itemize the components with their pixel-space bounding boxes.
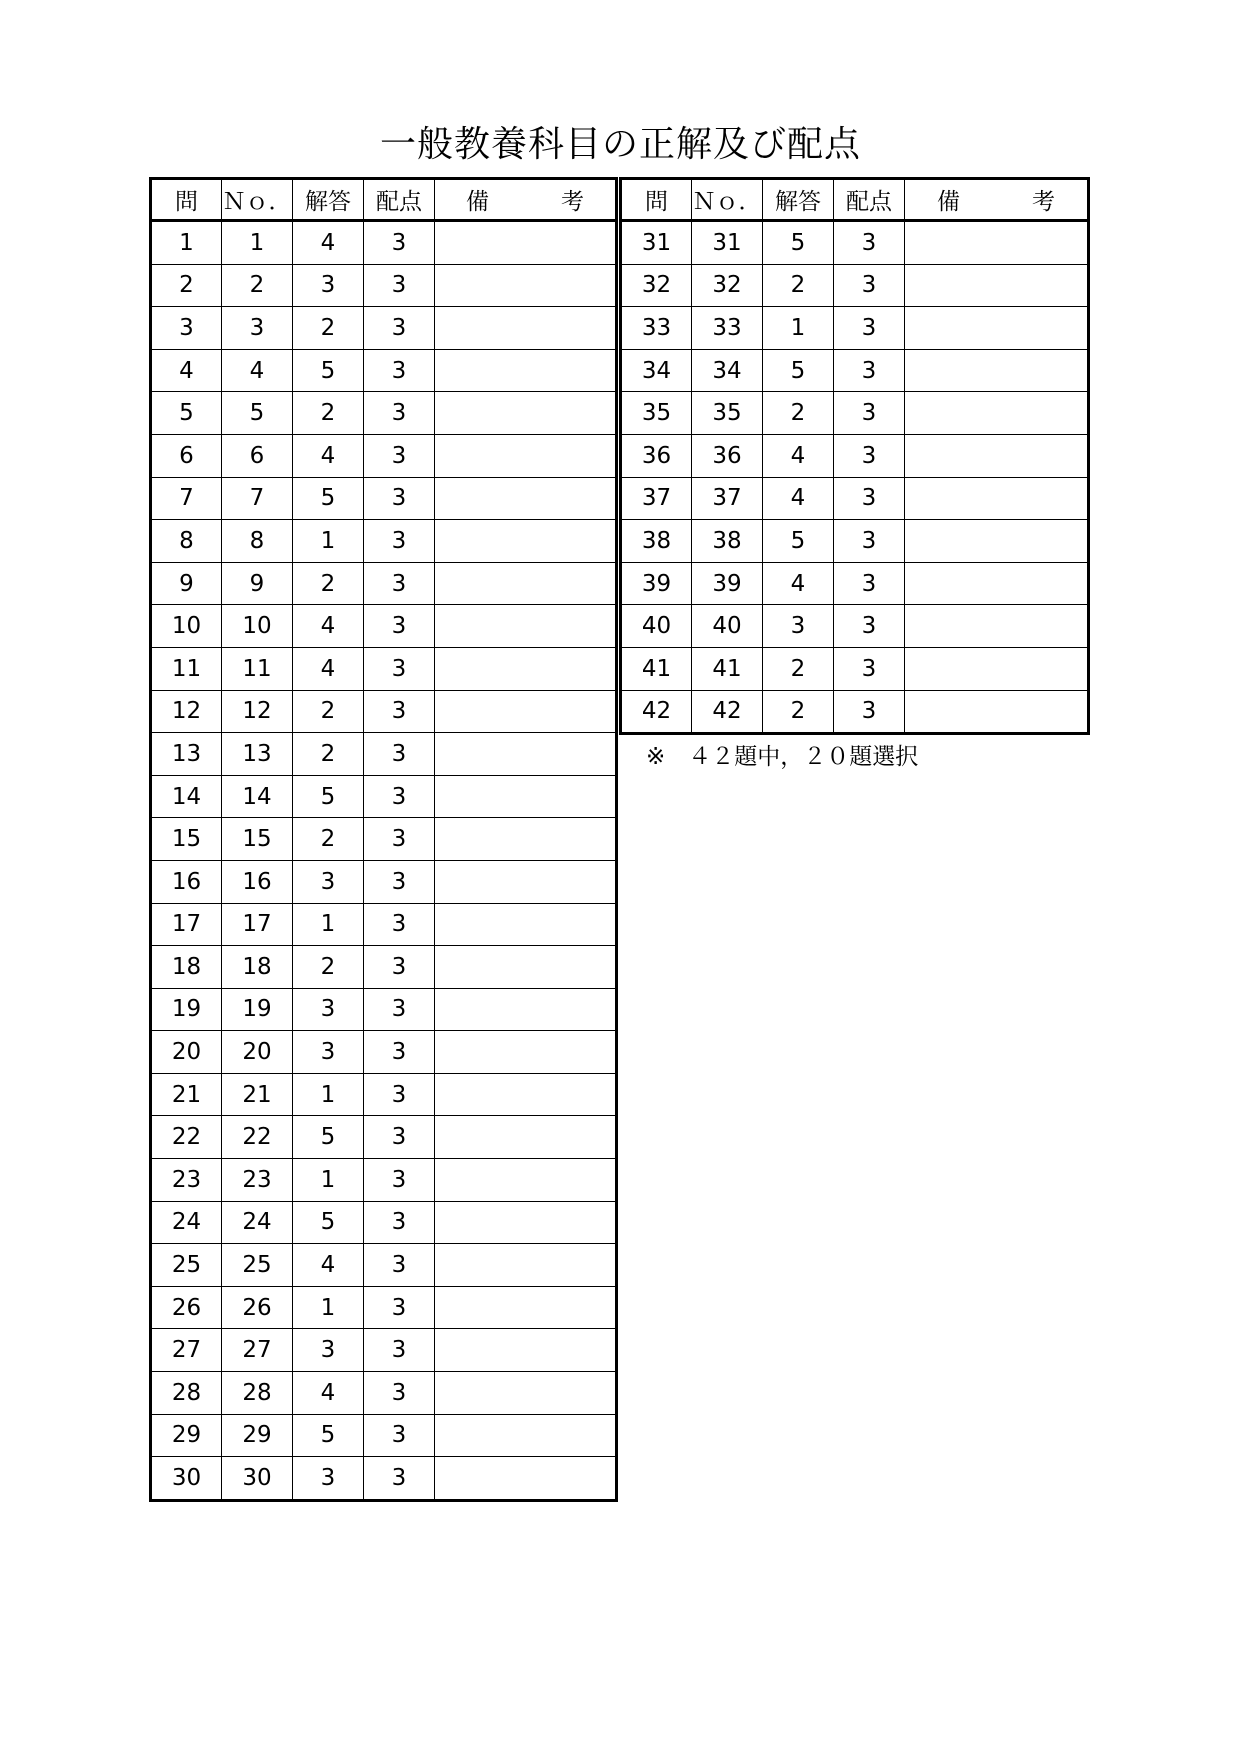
answer-cell: 4 [293, 434, 364, 477]
number-cell: 21 [222, 1073, 293, 1116]
points-cell: 3 [834, 434, 905, 477]
number-cell: 5 [222, 392, 293, 435]
header-number: Ｎｏ． [692, 179, 763, 221]
table-row [621, 605, 1089, 648]
answer-table-right [619, 177, 1090, 735]
remarks-cell [905, 264, 1089, 307]
remarks-cell [905, 307, 1089, 350]
answer-table-left [149, 177, 618, 1502]
table-row [151, 349, 617, 392]
answer-cell: 5 [293, 1201, 364, 1244]
points-cell: 3 [834, 221, 905, 265]
table-row [151, 775, 617, 818]
table-row [151, 1372, 617, 1415]
question-cell: 3 [151, 307, 222, 350]
number-cell: 35 [692, 392, 763, 435]
table-row [151, 1244, 617, 1287]
header-remarks [905, 179, 1089, 221]
number-cell: 40 [692, 605, 763, 648]
number-cell: 22 [222, 1116, 293, 1159]
remarks-cell [905, 520, 1089, 563]
table-row [151, 818, 617, 861]
answer-cell: 3 [293, 860, 364, 903]
table-row [151, 733, 617, 776]
answer-cell: 3 [293, 1457, 364, 1501]
answer-cell: 5 [293, 775, 364, 818]
question-cell: 32 [621, 264, 692, 307]
points-cell: 3 [364, 264, 435, 307]
question-cell: 19 [151, 988, 222, 1031]
question-cell: 7 [151, 477, 222, 520]
points-cell: 3 [364, 1031, 435, 1074]
number-cell: 26 [222, 1286, 293, 1329]
remarks-cell [435, 520, 617, 563]
points-cell: 3 [834, 264, 905, 307]
number-cell: 18 [222, 946, 293, 989]
remarks-cell [435, 349, 617, 392]
number-cell: 4 [222, 349, 293, 392]
question-cell: 40 [621, 605, 692, 648]
number-cell: 16 [222, 860, 293, 903]
table-row [621, 562, 1089, 605]
answer-cell: 2 [293, 392, 364, 435]
question-cell: 25 [151, 1244, 222, 1287]
question-cell: 17 [151, 903, 222, 946]
remarks-cell [905, 562, 1089, 605]
header-question: 問 [151, 179, 222, 221]
remarks-cell [435, 903, 617, 946]
table-row [151, 860, 617, 903]
remarks-cell [435, 562, 617, 605]
remarks-cell [435, 264, 617, 307]
points-cell: 3 [364, 1329, 435, 1372]
number-cell: 24 [222, 1201, 293, 1244]
question-cell: 13 [151, 733, 222, 776]
table-row [151, 1201, 617, 1244]
points-cell: 3 [834, 605, 905, 648]
question-cell: 29 [151, 1414, 222, 1457]
table-row [621, 477, 1089, 520]
points-cell: 3 [364, 1159, 435, 1202]
points-cell: 3 [364, 349, 435, 392]
number-cell: 41 [692, 647, 763, 690]
remarks-cell [435, 647, 617, 690]
question-cell: 31 [621, 221, 692, 265]
answer-cell: 2 [763, 264, 834, 307]
number-cell: 30 [222, 1457, 293, 1501]
points-cell: 3 [834, 690, 905, 734]
answer-cell: 1 [763, 307, 834, 350]
points-cell: 3 [364, 1244, 435, 1287]
table-row [151, 1457, 617, 1501]
table-row [151, 264, 617, 307]
number-cell: 19 [222, 988, 293, 1031]
question-cell: 10 [151, 605, 222, 648]
remarks-cell [435, 1073, 617, 1116]
answer-cell: 5 [293, 349, 364, 392]
points-cell: 3 [834, 477, 905, 520]
table-row [151, 988, 617, 1031]
remarks-cell [435, 1286, 617, 1329]
header-points: 配点 [834, 179, 905, 221]
remarks-cell [435, 434, 617, 477]
points-cell: 3 [834, 392, 905, 435]
question-cell: 8 [151, 520, 222, 563]
points-cell: 3 [364, 690, 435, 733]
remarks-cell [435, 605, 617, 648]
answer-cell: 4 [763, 477, 834, 520]
answer-cell: 2 [293, 733, 364, 776]
question-cell: 27 [151, 1329, 222, 1372]
answer-cell: 5 [293, 1414, 364, 1457]
table-row [151, 1329, 617, 1372]
points-cell: 3 [834, 562, 905, 605]
number-cell: 11 [222, 647, 293, 690]
number-cell: 42 [692, 690, 763, 734]
remarks-cell [435, 392, 617, 435]
points-cell: 3 [364, 988, 435, 1031]
answer-cell: 2 [763, 392, 834, 435]
header-row [151, 179, 617, 221]
table-row [151, 520, 617, 563]
remarks-cell [905, 392, 1089, 435]
table-row [151, 221, 617, 265]
table-row [151, 647, 617, 690]
answer-cell: 4 [293, 647, 364, 690]
points-cell: 3 [834, 647, 905, 690]
number-cell: 27 [222, 1329, 293, 1372]
number-cell: 37 [692, 477, 763, 520]
points-cell: 3 [364, 946, 435, 989]
answer-cell: 3 [293, 1031, 364, 1074]
number-cell: 28 [222, 1372, 293, 1415]
points-cell: 3 [364, 647, 435, 690]
remarks-cell [435, 988, 617, 1031]
answer-cell: 2 [293, 818, 364, 861]
number-cell: 32 [692, 264, 763, 307]
answer-cell: 1 [293, 903, 364, 946]
answer-cell: 1 [293, 1159, 364, 1202]
table-row [621, 264, 1089, 307]
question-cell: 6 [151, 434, 222, 477]
number-cell: 31 [692, 221, 763, 265]
number-cell: 36 [692, 434, 763, 477]
points-cell: 3 [364, 1286, 435, 1329]
table-row [621, 690, 1089, 734]
remarks-cell [435, 1201, 617, 1244]
selection-note: ※ ４２題中，２０題選択 [646, 744, 919, 770]
question-cell: 42 [621, 690, 692, 734]
answer-cell: 3 [293, 1329, 364, 1372]
remarks-cell [435, 1031, 617, 1074]
table-row [151, 434, 617, 477]
remarks-cell [435, 1116, 617, 1159]
question-cell: 28 [151, 1372, 222, 1415]
number-cell: 25 [222, 1244, 293, 1287]
answer-cell: 2 [293, 690, 364, 733]
table-row [151, 690, 617, 733]
question-cell: 30 [151, 1457, 222, 1501]
points-cell: 3 [364, 775, 435, 818]
points-cell: 3 [364, 392, 435, 435]
remarks-cell [435, 818, 617, 861]
number-cell: 34 [692, 349, 763, 392]
number-cell: 9 [222, 562, 293, 605]
number-cell: 8 [222, 520, 293, 563]
points-cell: 3 [364, 903, 435, 946]
points-cell: 3 [364, 1372, 435, 1415]
answer-cell: 4 [763, 562, 834, 605]
question-cell: 20 [151, 1031, 222, 1074]
question-cell: 34 [621, 349, 692, 392]
question-cell: 4 [151, 349, 222, 392]
remarks-cell [435, 1414, 617, 1457]
table-row [151, 562, 617, 605]
number-cell: 3 [222, 307, 293, 350]
answer-cell: 4 [293, 1244, 364, 1287]
number-cell: 1 [222, 221, 293, 265]
answer-cell: 2 [293, 307, 364, 350]
page-title: 一般教養科目の正解及び配点 [379, 124, 861, 165]
points-cell: 3 [364, 1116, 435, 1159]
number-cell: 6 [222, 434, 293, 477]
number-cell: 13 [222, 733, 293, 776]
points-cell: 3 [834, 349, 905, 392]
question-cell: 26 [151, 1286, 222, 1329]
number-cell: 12 [222, 690, 293, 733]
answer-cell: 4 [293, 1372, 364, 1415]
remarks-cell [905, 690, 1089, 734]
points-cell: 3 [364, 477, 435, 520]
answer-cell: 2 [293, 562, 364, 605]
remarks-cell [435, 1457, 617, 1501]
points-cell: 3 [364, 434, 435, 477]
question-cell: 24 [151, 1201, 222, 1244]
answer-cell: 1 [293, 520, 364, 563]
question-cell: 37 [621, 477, 692, 520]
points-cell: 3 [364, 1414, 435, 1457]
question-cell: 39 [621, 562, 692, 605]
answer-cell: 5 [763, 221, 834, 265]
table-row [151, 1414, 617, 1457]
remarks-cell [435, 946, 617, 989]
number-cell: 10 [222, 605, 293, 648]
header-question: 問 [621, 179, 692, 221]
question-cell: 11 [151, 647, 222, 690]
header-remarks-2: 考 [561, 189, 584, 215]
answer-cell: 3 [293, 264, 364, 307]
question-cell: 14 [151, 775, 222, 818]
remarks-cell [435, 733, 617, 776]
table-row [621, 349, 1089, 392]
question-cell: 41 [621, 647, 692, 690]
number-cell: 38 [692, 520, 763, 563]
points-cell: 3 [364, 1201, 435, 1244]
number-cell: 14 [222, 775, 293, 818]
answer-cell: 1 [293, 1286, 364, 1329]
remarks-cell [435, 1244, 617, 1287]
question-cell: 9 [151, 562, 222, 605]
remarks-cell [435, 477, 617, 520]
table-row [621, 647, 1089, 690]
points-cell: 3 [364, 818, 435, 861]
question-cell: 23 [151, 1159, 222, 1202]
points-cell: 3 [834, 307, 905, 350]
number-cell: 20 [222, 1031, 293, 1074]
remarks-cell [435, 1372, 617, 1415]
question-cell: 1 [151, 221, 222, 265]
answer-cell: 5 [293, 477, 364, 520]
answer-cell: 5 [763, 349, 834, 392]
remarks-cell [435, 690, 617, 733]
table-row [621, 434, 1089, 477]
answer-cell: 4 [293, 605, 364, 648]
question-cell: 35 [621, 392, 692, 435]
header-answer: 解答 [763, 179, 834, 221]
remarks-cell [905, 605, 1089, 648]
question-cell: 2 [151, 264, 222, 307]
table-row [621, 221, 1089, 265]
answer-cell: 3 [763, 605, 834, 648]
question-cell: 36 [621, 434, 692, 477]
points-cell: 3 [364, 733, 435, 776]
answer-cell: 1 [293, 1073, 364, 1116]
remarks-cell [435, 307, 617, 350]
table-row [151, 392, 617, 435]
points-cell: 3 [364, 1457, 435, 1501]
table-row [621, 520, 1089, 563]
remarks-cell [905, 349, 1089, 392]
question-cell: 18 [151, 946, 222, 989]
remarks-cell [435, 1329, 617, 1372]
table-row [151, 1116, 617, 1159]
header-answer: 解答 [293, 179, 364, 221]
header-remarks-1: 備 [937, 189, 960, 215]
table-row [621, 392, 1089, 435]
table-row [151, 903, 617, 946]
points-cell: 3 [364, 605, 435, 648]
remarks-cell [905, 647, 1089, 690]
answer-cell: 5 [763, 520, 834, 563]
answer-cell: 2 [763, 690, 834, 734]
remarks-cell [435, 775, 617, 818]
question-cell: 15 [151, 818, 222, 861]
points-cell: 3 [364, 221, 435, 265]
table-row [151, 1031, 617, 1074]
question-cell: 33 [621, 307, 692, 350]
remarks-cell [905, 434, 1089, 477]
number-cell: 33 [692, 307, 763, 350]
answer-cell: 4 [763, 434, 834, 477]
table-row [151, 946, 617, 989]
table-row [621, 307, 1089, 350]
table-row [151, 1159, 617, 1202]
question-cell: 5 [151, 392, 222, 435]
answer-cell: 2 [293, 946, 364, 989]
number-cell: 2 [222, 264, 293, 307]
question-cell: 21 [151, 1073, 222, 1116]
points-cell: 3 [364, 307, 435, 350]
remarks-cell [435, 860, 617, 903]
header-row [621, 179, 1089, 221]
header-points: 配点 [364, 179, 435, 221]
remarks-cell [435, 1159, 617, 1202]
number-cell: 15 [222, 818, 293, 861]
header-remarks-2: 考 [1032, 189, 1055, 215]
points-cell: 3 [834, 520, 905, 563]
question-cell: 16 [151, 860, 222, 903]
points-cell: 3 [364, 860, 435, 903]
table-row [151, 307, 617, 350]
answer-cell: 4 [293, 221, 364, 265]
points-cell: 3 [364, 520, 435, 563]
number-cell: 17 [222, 903, 293, 946]
number-cell: 39 [692, 562, 763, 605]
table-row [151, 477, 617, 520]
answer-cell: 5 [293, 1116, 364, 1159]
number-cell: 23 [222, 1159, 293, 1202]
number-cell: 7 [222, 477, 293, 520]
header-remarks-1: 備 [466, 189, 489, 215]
answer-cell: 3 [293, 988, 364, 1031]
answer-cell: 2 [763, 647, 834, 690]
number-cell: 29 [222, 1414, 293, 1457]
remarks-cell [435, 221, 617, 265]
points-cell: 3 [364, 1073, 435, 1116]
remarks-cell [905, 477, 1089, 520]
header-remarks [435, 179, 617, 221]
table-row [151, 605, 617, 648]
remarks-cell [905, 221, 1089, 265]
question-cell: 38 [621, 520, 692, 563]
points-cell: 3 [364, 562, 435, 605]
table-row [151, 1073, 617, 1116]
header-number: Ｎｏ． [222, 179, 293, 221]
question-cell: 12 [151, 690, 222, 733]
table-row [151, 1286, 617, 1329]
question-cell: 22 [151, 1116, 222, 1159]
